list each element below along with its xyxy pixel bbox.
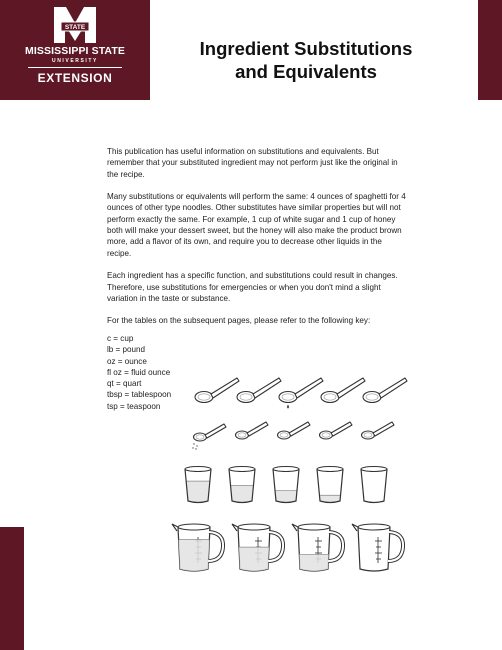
logo-divider bbox=[28, 67, 122, 68]
title-line-1: Ingredient Substitutions bbox=[199, 38, 413, 59]
brand-division: EXTENSION bbox=[37, 71, 113, 85]
tablespoon-icon bbox=[237, 378, 281, 403]
glass-icon bbox=[273, 467, 299, 503]
tablespoon-row bbox=[195, 378, 407, 409]
teaspoon-icon bbox=[236, 422, 269, 439]
glass-icon bbox=[229, 467, 255, 503]
key-item: qt = quart bbox=[107, 379, 142, 389]
key-item: tbsp = tablespoon bbox=[107, 390, 172, 400]
tablespoon-icon bbox=[195, 378, 239, 403]
msu-emblem-icon bbox=[52, 5, 98, 45]
teaspoon-row bbox=[192, 422, 394, 450]
measuring-cup-row bbox=[172, 524, 403, 571]
key-item: fl oz = fluid ounce bbox=[107, 367, 171, 377]
logo-block bbox=[0, 0, 150, 100]
header-accent-bar bbox=[478, 0, 502, 100]
measuring-cup-icon bbox=[172, 524, 223, 571]
teaspoon-icon bbox=[278, 422, 311, 439]
glass-icon bbox=[361, 467, 387, 503]
paragraph: For the tables on the subsequent pages, please refer to the following key: bbox=[107, 316, 371, 326]
key-item: tsp = teaspoon bbox=[107, 401, 161, 411]
paragraph: Many substitutions or equivalents will perform the same: 4 ounces of spaghetti for 4 ounces of other type noodles. Other substitutes have similar properties but will not perform exactly the same. For example, 1 cup of white sugar and 1 cup of honey both will make your dessert sweet, but the honey will also make the product brown more, add a flavor of its own, and require you to decrease other liquids in the recipe. bbox=[107, 192, 406, 258]
brand-name: MISSISSIPPI STATE bbox=[25, 45, 125, 57]
emblem-text: STATE bbox=[64, 24, 86, 31]
tablespoon-icon bbox=[363, 378, 407, 403]
key-item: c = cup bbox=[107, 334, 134, 343]
teaspoon-icon bbox=[320, 422, 353, 439]
measuring-cup-icon bbox=[232, 524, 283, 571]
glass-icon bbox=[317, 467, 343, 503]
key-item: lb = pound bbox=[107, 345, 146, 355]
glass-row bbox=[185, 467, 387, 503]
intro-text bbox=[107, 146, 407, 338]
page-title bbox=[165, 37, 447, 83]
paragraph: This publication has useful information on substitutions and equivalents. But remember that your substituted ingredient may not perform just like the original in the recipe. bbox=[107, 147, 398, 179]
brand-university: UNIVERSITY bbox=[51, 58, 98, 64]
measuring-cup-icon bbox=[292, 524, 343, 571]
teaspoon-icon bbox=[362, 422, 395, 439]
footer-accent-bar bbox=[0, 527, 24, 650]
glass-icon bbox=[185, 467, 211, 503]
measuring-cup-icon bbox=[352, 524, 403, 571]
teaspoon-icon bbox=[192, 424, 226, 450]
tablespoon-icon bbox=[321, 378, 365, 403]
key-item: oz = ounce bbox=[107, 356, 147, 366]
tablespoon-icon bbox=[279, 378, 323, 409]
measuring-illustration bbox=[170, 365, 430, 575]
abbreviation-key bbox=[107, 333, 171, 412]
title-line-2: and Equivalents bbox=[235, 61, 377, 82]
paragraph: Each ingredient has a specific function, and substitutions could result in changes. Therefore, use substitutions for emergencies or when you don't mind a slight variation in the taste or substance. bbox=[107, 271, 398, 303]
